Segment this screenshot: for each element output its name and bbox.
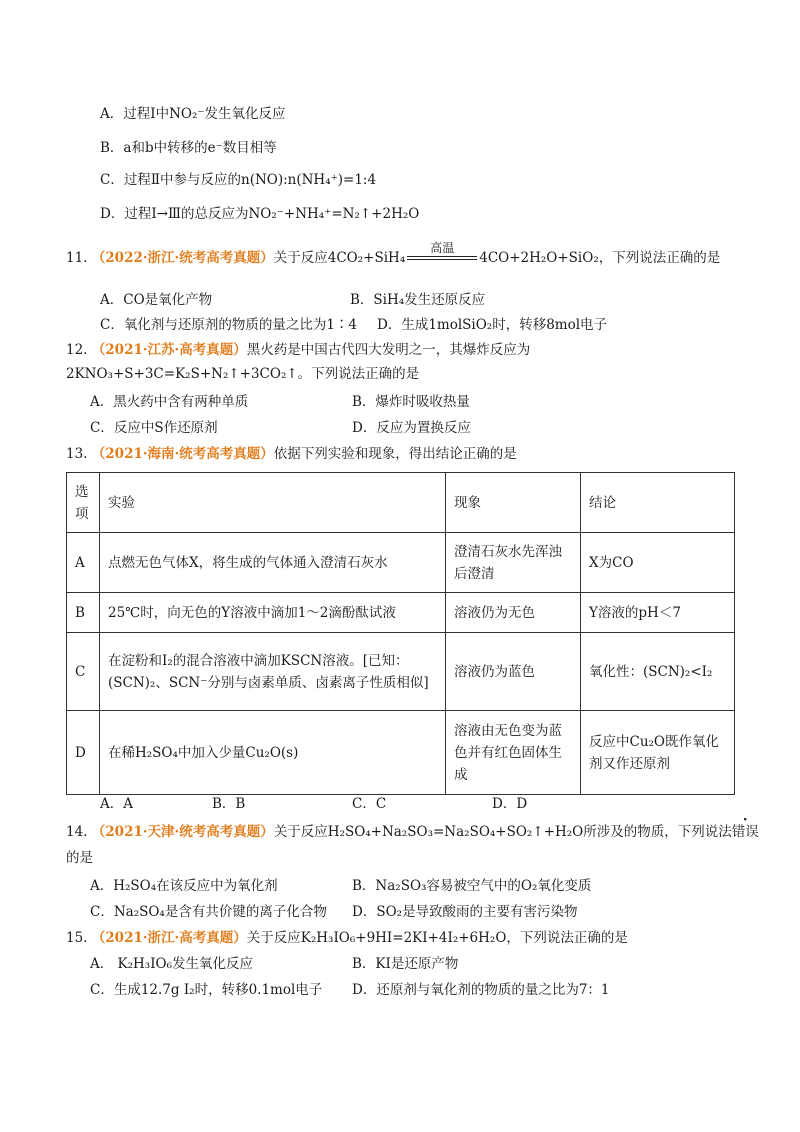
question-number: 13. bbox=[66, 446, 88, 462]
cell-phenomenon: 溶液仍为无色 bbox=[446, 593, 581, 633]
question-source: （2022·浙江·统考高考真题） bbox=[91, 250, 274, 266]
cell-experiment: 在淀粉和I₂的混合溶液中滴加KSCN溶液。[已知：(SCN)₂、SCN⁻分别与卤素单质、卤素离子性质相似] bbox=[100, 633, 446, 711]
q15-option-b: B．KI是还原产物 bbox=[352, 956, 459, 972]
cell-experiment: 25℃时，向无色的Y溶液中滴加1～2滴酚酞试液 bbox=[100, 593, 446, 633]
q11-option-a: A．CO是氧化产物 bbox=[100, 292, 213, 308]
header-phenomenon: 现象 bbox=[446, 473, 581, 533]
question-source: （2021·江苏·高考真题） bbox=[91, 342, 247, 358]
q11-stem-before: 关于反应4CO₂+SiH₄ bbox=[273, 250, 406, 266]
cell-phenomenon: 澄清石灰水先浑浊后澄清 bbox=[446, 533, 581, 593]
experiment-table bbox=[66, 472, 735, 795]
q12-stem bbox=[66, 340, 530, 360]
q13-stem bbox=[66, 444, 517, 464]
q11-stem bbox=[66, 241, 721, 268]
table-row bbox=[67, 633, 735, 711]
q15-option-c: C．生成12.7g I₂时，转移0.1mol电子 bbox=[90, 982, 323, 998]
cell-conclusion: Y溶液的pH＜7 bbox=[581, 593, 735, 633]
q14-option-a: A．H₂SO₄在该反应中为氧化剂 bbox=[90, 878, 278, 894]
table-header-row bbox=[67, 473, 735, 533]
reaction-condition: 高温 bbox=[430, 241, 455, 255]
question-source: （2021·天津·统考高考真题） bbox=[91, 824, 274, 840]
q14-option-d: D．SO₂是导致酸雨的主要有害污染物 bbox=[352, 904, 578, 920]
question-source: （2021·海南·统考高考真题） bbox=[91, 446, 274, 462]
q11-option-b: B．SiH₄发生还原反应 bbox=[350, 292, 486, 308]
q15-stem bbox=[66, 928, 628, 948]
cell-conclusion: 氧化性：(SCN)₂<I₂ bbox=[581, 633, 735, 711]
q14-stem-before: 关于反应H₂SO₄+Na₂SO₃=Na₂SO₄+SO₂↑+H₂O所涉及的物质，下列说法 bbox=[273, 824, 732, 840]
q15-option-d: D．还原剂与氧化剂的物质的量之比为7：1 bbox=[352, 982, 610, 998]
q14-option-c: C．Na₂SO₄是含有共价键的离子化合物 bbox=[90, 904, 327, 920]
table-row bbox=[67, 593, 735, 633]
table-row bbox=[67, 711, 735, 795]
cell-conclusion: X为CO bbox=[581, 533, 735, 593]
header-conclusion: 结论 bbox=[581, 473, 735, 533]
emphasis-word: 错误 bbox=[731, 824, 759, 840]
question-source: （2021·浙江·高考真题） bbox=[91, 930, 247, 946]
q10-option-a: A．过程Ⅰ中NO₂⁻发生氧化反应 bbox=[100, 106, 286, 122]
q11-option-c: C．氧化剂与还原剂的物质的量之比为1∶4 bbox=[100, 317, 358, 333]
q12-option-c: C．反应中S作还原剂 bbox=[90, 420, 218, 436]
q14-stem-line2: 的是 bbox=[66, 850, 93, 866]
cell-option: A bbox=[67, 533, 100, 593]
cell-phenomenon: 溶液由无色变为蓝色并有红色固体生成 bbox=[446, 711, 581, 795]
cell-conclusion: 反应中Cu₂O既作氧化剂又作还原剂 bbox=[581, 711, 735, 795]
cell-option: B bbox=[67, 593, 100, 633]
header-experiment: 实验 bbox=[100, 473, 446, 533]
q10-option-b: B．a和b中转移的e⁻数目相等 bbox=[100, 140, 277, 156]
cell-experiment: 在稀H₂SO₄中加入少量Cu₂O(s) bbox=[100, 711, 446, 795]
q10-option-d: D．过程Ⅰ→Ⅲ的总反应为NO₂⁻+NH₄⁺=N₂↑+2H₂O bbox=[100, 206, 420, 222]
cell-phenomenon: 溶液仍为蓝色 bbox=[446, 633, 581, 711]
q13-stem-text: 依据下列实验和现象，得出结论正确的是 bbox=[273, 446, 517, 462]
question-number: 14. bbox=[66, 824, 88, 840]
q12-stem-line2: 2KNO₃+S+3C=K₂S+N₂↑+3CO₂↑。下列说法正确的是 bbox=[66, 366, 420, 382]
q13-option-d: D．D bbox=[492, 796, 528, 812]
q12-stem-line1: 黑火药是中国古代四大发明之一，其爆炸反应为 bbox=[246, 342, 531, 358]
q15-option-a: A． K₂H₃IO₆发生氧化反应 bbox=[90, 956, 254, 972]
q14-stem bbox=[66, 822, 759, 842]
q13-option-b: B．B bbox=[212, 796, 246, 812]
q15-stem-text: 关于反应K₂H₃IO₆+9HI=2KI+4I₂+6H₂O，下列说法正确的是 bbox=[246, 930, 628, 946]
q11-option-d: D．生成1molSiO₂时，转移8mol电子 bbox=[377, 317, 608, 333]
question-number: 15. bbox=[66, 930, 88, 946]
cell-experiment: 点燃无色气体X，将生成的气体通入澄清石灰水 bbox=[100, 533, 446, 593]
header-option: 选项 bbox=[67, 473, 100, 533]
q13-option-c: C．C bbox=[352, 796, 387, 812]
question-number: 11. bbox=[66, 250, 88, 266]
q10-option-c: C．过程Ⅱ中参与反应的n(NO):n(NH₄⁺)=1:4 bbox=[100, 172, 377, 188]
q12-option-b: B．爆炸时吸收热量 bbox=[352, 394, 470, 410]
q12-option-a: A．黑火药中含有两种单质 bbox=[90, 394, 249, 410]
cell-option: C bbox=[67, 633, 100, 711]
q14-option-b: B．Na₂SO₃容易被空气中的O₂氧化变质 bbox=[352, 878, 592, 894]
reaction-arrow bbox=[405, 241, 479, 268]
q13-option-a: A．A bbox=[100, 796, 133, 812]
q11-stem-after: 4CO+2H₂O+SiO₂，下列说法正确的是 bbox=[479, 250, 721, 266]
cell-option: D bbox=[67, 711, 100, 795]
question-number: 12. bbox=[66, 342, 88, 358]
table-row bbox=[67, 533, 735, 593]
q12-option-d: D．反应为置换反应 bbox=[352, 420, 471, 436]
